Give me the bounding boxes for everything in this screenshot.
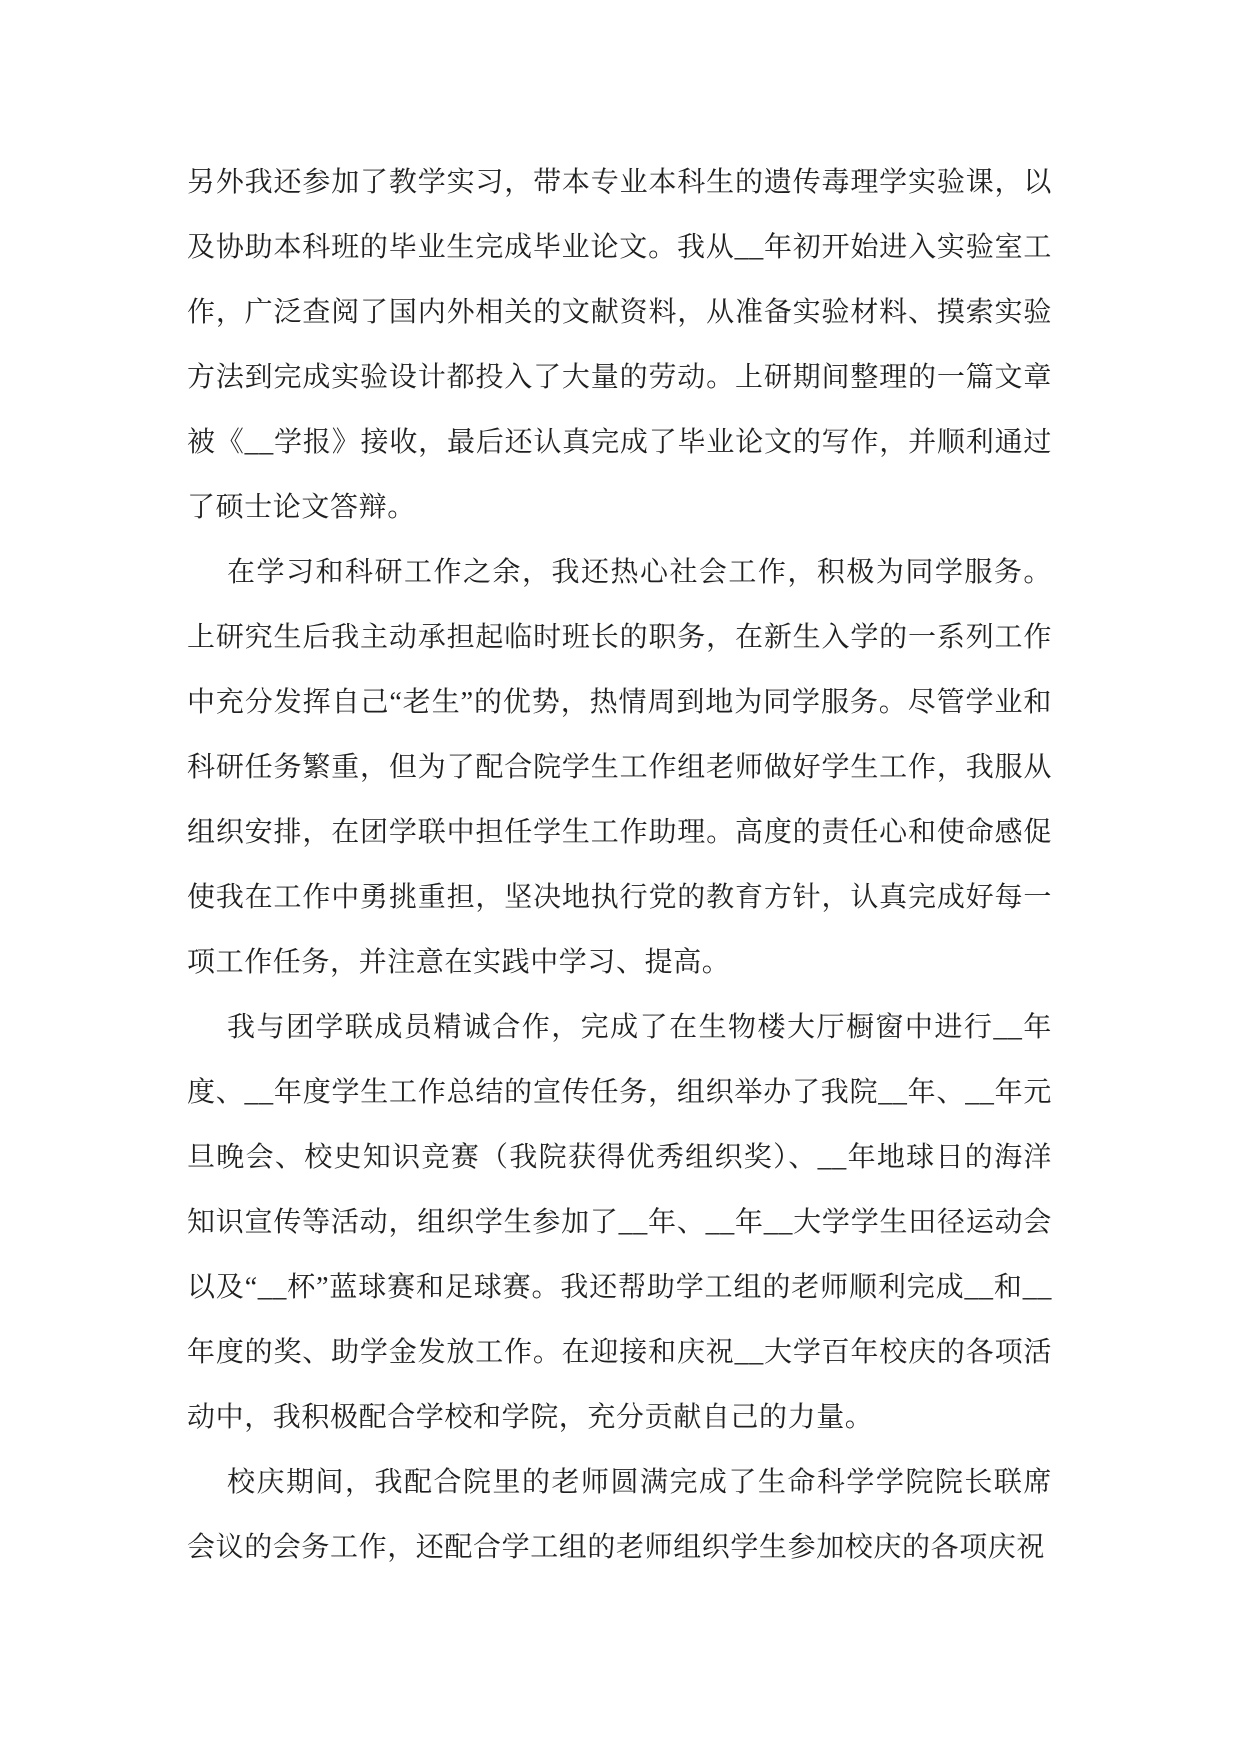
document-body — [187, 150, 1052, 1580]
paragraph-teaching-practice: 另外我还参加了教学实习，带本专业本科生的遗传毒理学实验课，以及协助本科班的毕业生完成毕业论文。我从__年初开始进入实验室工作，广泛查阅了国内外相关的文献资料，从准备实验材料、摸索实验方法到完成实验设计都投入了大量的劳动。上研期间整理的一篇文章被《__学报》接收，最后还认真完成了毕业论文的写作，并顺利通过了硕士论文答辩。 — [187, 167, 1052, 523]
paragraph-student-union-activities: 我与团学联成员精诚合作，完成了在生物楼大厅橱窗中进行__年度、__年度学生工作总结的宣传任务，组织举办了我院__年、__年元旦晚会、校史知识竞赛（我院获得优秀组织奖）、__年地球日的海洋知识宣传等活动，组织学生参加了__年、__年__大学学生田径运动会以及“__杯”蓝球赛和足球赛。我还帮助学工组的老师顺利完成__和__年度的奖、助学金发放工作。在迎接和庆祝__大学百年校庆的各项活动中，我积极配合学校和学院，充分贡献自己的力量。 — [187, 1012, 1052, 1433]
paragraph-anniversary-celebration: 校庆期间，我配合院里的老师圆满完成了生命科学学院院长联席会议的会务工作，还配合学工组的老师组织学生参加校庆的各项庆祝 — [187, 1467, 1052, 1563]
paragraph-social-work: 在学习和科研工作之余，我还热心社会工作，积极为同学服务。上研究生后我主动承担起临时班长的职务，在新生入学的一系列工作中充分发挥自己“老生”的优势，热情周到地为同学服务。尽管学业和科研任务繁重，但为了配合院学生工作组老师做好学生工作，我服从组织安排，在团学联中担任学生工作助理。高度的责任心和使命感促使我在工作中勇挑重担，坚决地执行党的教育方针，认真完成好每一项工作任务，并注意在实践中学习、提高。 — [187, 557, 1052, 978]
